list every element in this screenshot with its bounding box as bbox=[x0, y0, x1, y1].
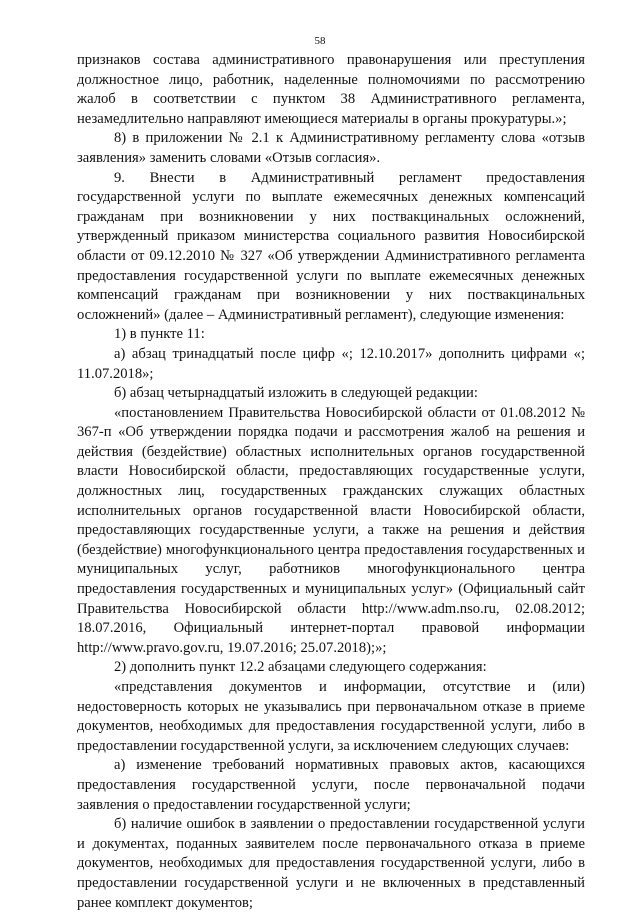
document-body bbox=[77, 51, 585, 913]
paragraph-item-8: 8) в приложении № 2.1 к Административному регламенту слова «отзыв заявления» заменить словами «Отзыв согласия». bbox=[77, 130, 585, 166]
paragraph-subitem-a: а) абзац тринадцатый после цифр «; 12.10.2017» дополнить цифрами «; 11.07.2018»; bbox=[77, 345, 585, 382]
page-number: 58 bbox=[314, 35, 326, 47]
paragraph-case-b: б) наличие ошибок в заявлении о предоставлении государственной услуги и документах, поданных заявителем после первоначального отказа в приеме документов, необходимых для предоставления государственной услуги, либо в предоставлении государственной услуги и не включенных в представленный ранее комплект документов; bbox=[77, 816, 585, 911]
paragraph-continuation: признаков состава административного правонарушения или преступления должностное лицо, работник, наделенные полномочиями по рассмотрению жалоб в соответствии с пунктом 38 Административного регламента, незамедлительно направляют имеющиеся материалы в органы прокуратуры.»; bbox=[77, 52, 585, 127]
paragraph-quoted-documents: «представления документов и информации, отсутствие и (или) недостоверность которых не указывались при первоначальном отказе в приеме документов, необходимых для предоставления государственной услуги, либо в предоставлении государственной услуги, за исключением следующих случаев: bbox=[77, 679, 585, 754]
paragraph-subitem-2: 2) дополнить пункт 12.2 абзацами следующего содержания: bbox=[114, 659, 487, 676]
paragraph-subitem-1: 1) в пункте 11: bbox=[114, 326, 205, 343]
paragraph-quoted-decree: «постановлением Правительства Новосибирской области от 01.08.2012 № 367-п «Об утверждении порядка подачи и рассмотрения жалоб на решения и действия (бездействие) областных исполнительных органов государственной власти Новосибирской области, предоставляющих государственные услуги, должностных лиц, государственных гражданских служащих областных исполнительных органов государственной власти Новосибирской области, предоставляющих государственные услуги, а также на решения и действия (бездействие) многофункционального центра предоставления государственных и муниципальных услуг, работников многофункционального центра предоставления государственных и муниципальных услуг» (Официальный сайт Правительства Новосибирской области http://www.adm.nso.ru, 02.08.2012; 18.07.2016, Официальный интернет-портал правовой информации http://www.pravo.gov.ru, 19.07.2016; 25.07.2018);»; bbox=[77, 404, 585, 656]
paragraph-subitem-b: б) абзац четырнадцатый изложить в следующей редакции: bbox=[114, 385, 478, 402]
paragraph-item-9: 9. Внести в Административный регламент предоставления государственной услуги по выплате ежемесячных денежных компенсаций гражданам при возникновении у них поствакцинальных осложнений, утвержденный приказом министерства социального развития Новосибирской области от 09.12.2010 № 327 «Об утверждении Административного регламента предоставления государственной услуги по выплате ежемесячных денежных компенсаций гражданам при возникновении у них поствакцинальных осложнений» (далее – Административный регламент), следующие изменения: bbox=[77, 169, 585, 323]
paragraph-case-a: а) изменение требований нормативных правовых актов, касающихся предоставления государственной услуги, после первоначальной подачи заявления о предоставлении государственной услуги; bbox=[77, 757, 585, 813]
